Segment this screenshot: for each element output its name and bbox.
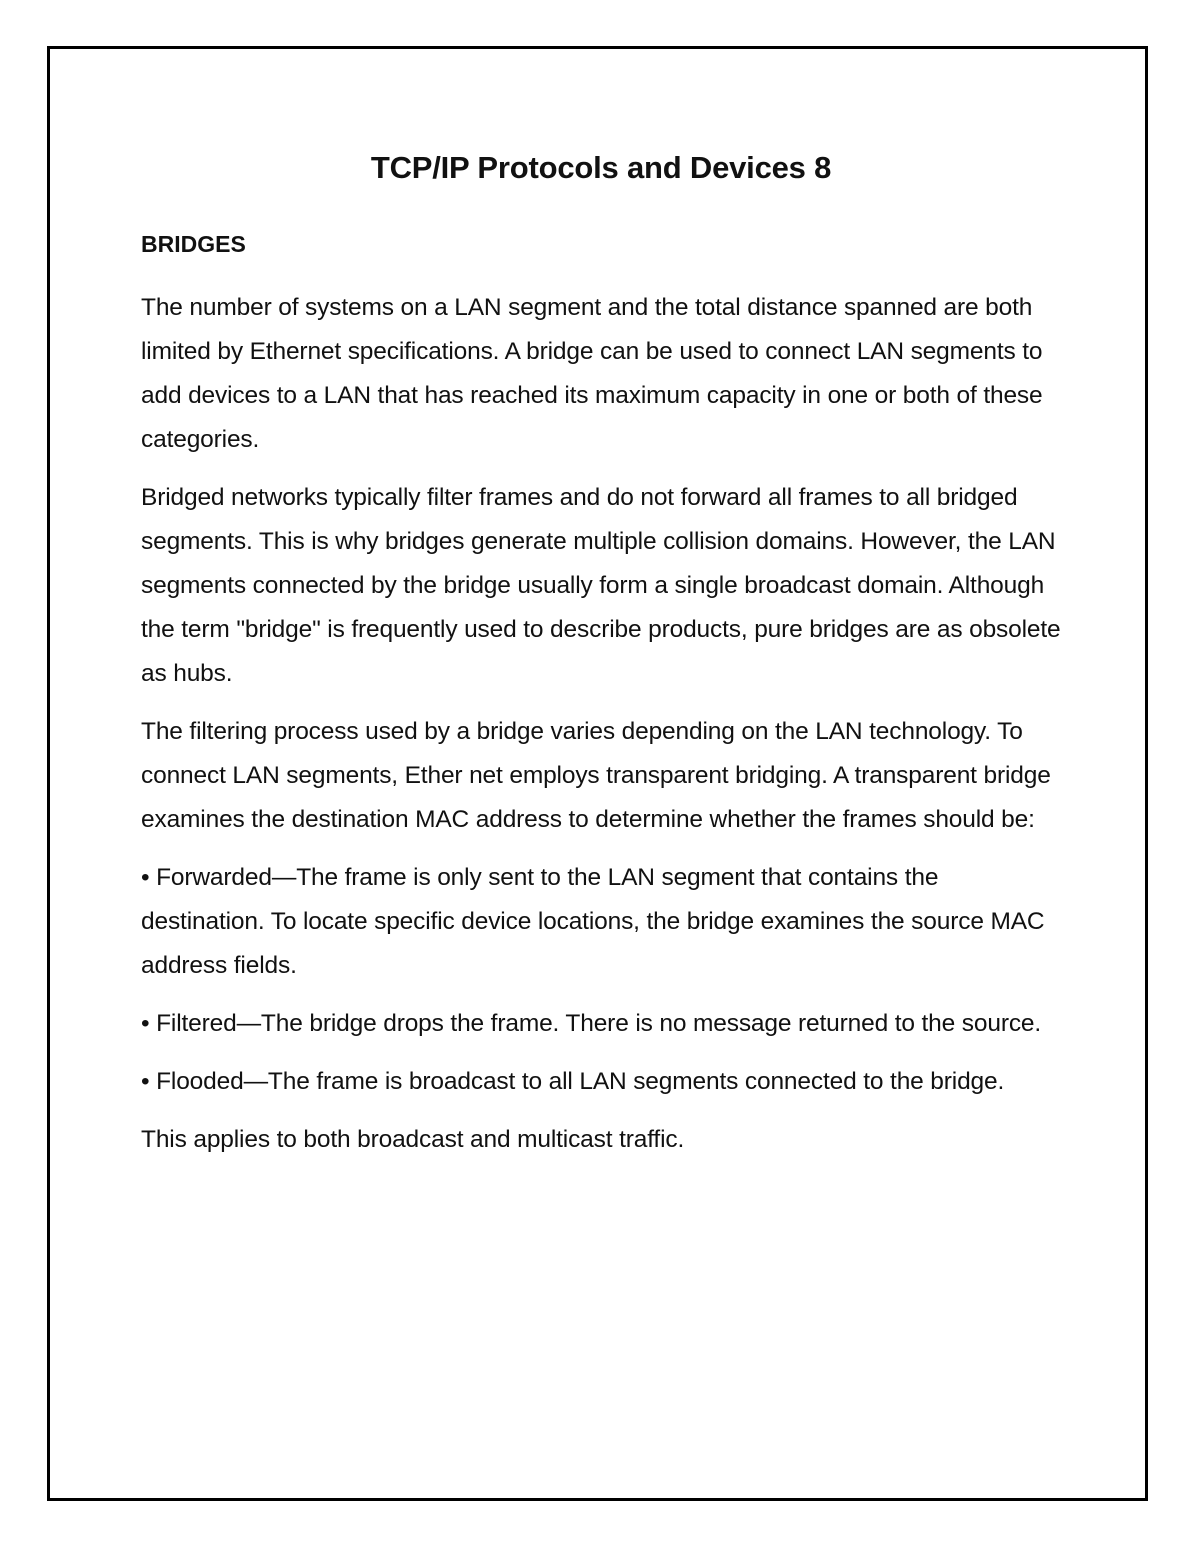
bullet-flooded: • Flooded—The frame is broadcast to all LAN segments connected to the bridge. xyxy=(141,1068,1005,1095)
paragraph-bridged-networks: Bridged networks typically filter frames and do not forward all frames to all bridged segments. This is why bridges generate multiple collision domains. However, the LAN segments connected by the bridge usually form a single broadcast domain. Although the term "bridge" is frequently used to describe products, pure bridges are as obsolete as hubs. xyxy=(141,484,1061,687)
bullet-filtered: • Filtered—The bridge drops the frame. There is no message returned to the source. xyxy=(141,1010,1042,1037)
section-heading-bridges: BRIDGES xyxy=(141,231,246,257)
document-body xyxy=(141,146,1061,1176)
paragraph-intro: The number of systems on a LAN segment and the total distance spanned are both limited by Ethernet specifications. A bridge can be used to connect LAN segments to add devices to a LAN that has reached its maximum capacity in one or both of these categories. xyxy=(141,294,1043,453)
page-title: TCP/IP Protocols and Devices 8 xyxy=(370,150,832,185)
paragraph-closing: This applies to both broadcast and multicast traffic. xyxy=(141,1126,685,1153)
bullet-forwarded: • Forwarded—The frame is only sent to the LAN segment that contains the destination. To locate specific device locations, the bridge examines the source MAC address fields. xyxy=(141,864,1045,979)
paragraph-filtering-process: The filtering process used by a bridge varies depending on the LAN technology. To connect LAN segments, Ether net employs transparent bridging. A transparent bridge examines the destination MAC address to determine whether the frames should be: xyxy=(141,718,1051,833)
